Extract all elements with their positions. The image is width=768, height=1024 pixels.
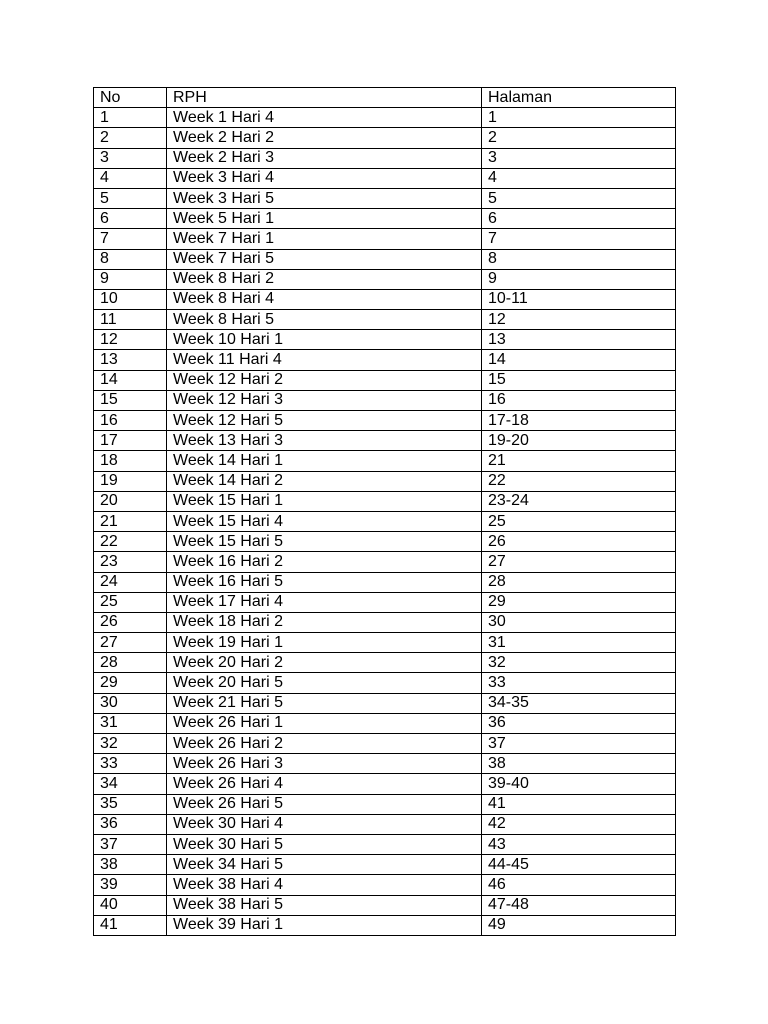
cell-rph: Week 15 Hari 4 — [167, 511, 482, 531]
cell-halaman: 19-20 — [482, 431, 676, 451]
table-row — [94, 269, 676, 289]
cell-no: 24 — [94, 572, 167, 592]
cell-rph: Week 13 Hari 3 — [167, 431, 482, 451]
table-row — [94, 915, 676, 935]
cell-rph: Week 11 Hari 4 — [167, 350, 482, 370]
cell-no: 21 — [94, 511, 167, 531]
cell-rph: Week 30 Hari 5 — [167, 834, 482, 854]
cell-no: 18 — [94, 451, 167, 471]
cell-no: 9 — [94, 269, 167, 289]
cell-halaman: 39-40 — [482, 774, 676, 794]
table-row — [94, 148, 676, 168]
header-rph: RPH — [167, 88, 482, 108]
table-row — [94, 390, 676, 410]
table-row — [94, 734, 676, 754]
cell-halaman: 10-11 — [482, 289, 676, 309]
cell-no: 41 — [94, 915, 167, 935]
rph-index-table — [93, 87, 676, 936]
cell-halaman: 32 — [482, 653, 676, 673]
cell-rph: Week 1 Hari 4 — [167, 108, 482, 128]
table-row — [94, 693, 676, 713]
cell-no: 36 — [94, 814, 167, 834]
cell-no: 22 — [94, 532, 167, 552]
cell-halaman: 7 — [482, 229, 676, 249]
cell-halaman: 5 — [482, 188, 676, 208]
table-row — [94, 188, 676, 208]
cell-halaman: 16 — [482, 390, 676, 410]
cell-rph: Week 16 Hari 2 — [167, 552, 482, 572]
cell-rph: Week 20 Hari 2 — [167, 653, 482, 673]
cell-no: 6 — [94, 209, 167, 229]
table-row — [94, 592, 676, 612]
cell-no: 26 — [94, 612, 167, 632]
cell-halaman: 33 — [482, 673, 676, 693]
cell-rph: Week 7 Hari 5 — [167, 249, 482, 269]
cell-halaman: 44-45 — [482, 855, 676, 875]
table-row — [94, 431, 676, 451]
cell-rph: Week 8 Hari 5 — [167, 310, 482, 330]
cell-rph: Week 26 Hari 3 — [167, 754, 482, 774]
cell-halaman: 1 — [482, 108, 676, 128]
cell-no: 19 — [94, 471, 167, 491]
cell-halaman: 31 — [482, 633, 676, 653]
table-row — [94, 350, 676, 370]
cell-rph: Week 2 Hari 3 — [167, 148, 482, 168]
cell-rph: Week 8 Hari 2 — [167, 269, 482, 289]
cell-halaman: 30 — [482, 612, 676, 632]
cell-halaman: 27 — [482, 552, 676, 572]
cell-halaman: 34-35 — [482, 693, 676, 713]
cell-no: 25 — [94, 592, 167, 612]
table-row — [94, 713, 676, 733]
cell-rph: Week 34 Hari 5 — [167, 855, 482, 875]
table-header-row — [94, 88, 676, 108]
cell-halaman: 41 — [482, 794, 676, 814]
cell-rph: Week 26 Hari 4 — [167, 774, 482, 794]
table-row — [94, 128, 676, 148]
table-row — [94, 794, 676, 814]
cell-rph: Week 26 Hari 5 — [167, 794, 482, 814]
cell-halaman: 22 — [482, 471, 676, 491]
table-row — [94, 552, 676, 572]
table-row — [94, 532, 676, 552]
cell-no: 39 — [94, 875, 167, 895]
cell-halaman: 37 — [482, 734, 676, 754]
table-row — [94, 471, 676, 491]
cell-halaman: 2 — [482, 128, 676, 148]
table-row — [94, 289, 676, 309]
cell-no: 28 — [94, 653, 167, 673]
cell-no: 40 — [94, 895, 167, 915]
table-row — [94, 814, 676, 834]
cell-no: 13 — [94, 350, 167, 370]
cell-no: 32 — [94, 734, 167, 754]
cell-no: 15 — [94, 390, 167, 410]
table-row — [94, 895, 676, 915]
cell-halaman: 36 — [482, 713, 676, 733]
cell-no: 29 — [94, 673, 167, 693]
table-row — [94, 834, 676, 854]
cell-no: 3 — [94, 148, 167, 168]
cell-rph: Week 3 Hari 4 — [167, 168, 482, 188]
cell-halaman: 8 — [482, 249, 676, 269]
cell-no: 16 — [94, 411, 167, 431]
cell-halaman: 38 — [482, 754, 676, 774]
cell-no: 30 — [94, 693, 167, 713]
cell-halaman: 12 — [482, 310, 676, 330]
cell-no: 20 — [94, 491, 167, 511]
cell-halaman: 49 — [482, 915, 676, 935]
table-row — [94, 511, 676, 531]
cell-halaman: 9 — [482, 269, 676, 289]
cell-no: 8 — [94, 249, 167, 269]
cell-no: 7 — [94, 229, 167, 249]
table-row — [94, 774, 676, 794]
table-row — [94, 855, 676, 875]
cell-halaman: 6 — [482, 209, 676, 229]
cell-halaman: 17-18 — [482, 411, 676, 431]
cell-no: 5 — [94, 188, 167, 208]
table-row — [94, 673, 676, 693]
table-row — [94, 370, 676, 390]
cell-rph: Week 38 Hari 4 — [167, 875, 482, 895]
cell-no: 10 — [94, 289, 167, 309]
cell-no: 12 — [94, 330, 167, 350]
table-row — [94, 209, 676, 229]
table-row — [94, 754, 676, 774]
table-row — [94, 229, 676, 249]
cell-no: 14 — [94, 370, 167, 390]
cell-rph: Week 14 Hari 1 — [167, 451, 482, 471]
cell-halaman: 47-48 — [482, 895, 676, 915]
cell-halaman: 28 — [482, 572, 676, 592]
cell-rph: Week 21 Hari 5 — [167, 693, 482, 713]
cell-rph: Week 2 Hari 2 — [167, 128, 482, 148]
cell-rph: Week 26 Hari 2 — [167, 734, 482, 754]
cell-rph: Week 3 Hari 5 — [167, 188, 482, 208]
cell-no: 34 — [94, 774, 167, 794]
cell-halaman: 14 — [482, 350, 676, 370]
cell-rph: Week 8 Hari 4 — [167, 289, 482, 309]
table-row — [94, 653, 676, 673]
cell-rph: Week 20 Hari 5 — [167, 673, 482, 693]
table-row — [94, 451, 676, 471]
cell-no: 23 — [94, 552, 167, 572]
cell-rph: Week 14 Hari 2 — [167, 471, 482, 491]
cell-rph: Week 10 Hari 1 — [167, 330, 482, 350]
table-row — [94, 310, 676, 330]
table-row — [94, 633, 676, 653]
cell-no: 11 — [94, 310, 167, 330]
cell-rph: Week 17 Hari 4 — [167, 592, 482, 612]
header-halaman: Halaman — [482, 88, 676, 108]
cell-no: 1 — [94, 108, 167, 128]
table-row — [94, 411, 676, 431]
table-row — [94, 330, 676, 350]
cell-halaman: 29 — [482, 592, 676, 612]
table-row — [94, 168, 676, 188]
cell-no: 35 — [94, 794, 167, 814]
cell-rph: Week 26 Hari 1 — [167, 713, 482, 733]
cell-halaman: 25 — [482, 511, 676, 531]
header-no: No — [94, 88, 167, 108]
cell-rph: Week 12 Hari 3 — [167, 390, 482, 410]
table-row — [94, 108, 676, 128]
cell-halaman: 26 — [482, 532, 676, 552]
table-row — [94, 612, 676, 632]
cell-rph: Week 38 Hari 5 — [167, 895, 482, 915]
cell-rph: Week 5 Hari 1 — [167, 209, 482, 229]
cell-no: 31 — [94, 713, 167, 733]
cell-rph: Week 7 Hari 1 — [167, 229, 482, 249]
cell-no: 33 — [94, 754, 167, 774]
cell-rph: Week 12 Hari 2 — [167, 370, 482, 390]
cell-rph: Week 19 Hari 1 — [167, 633, 482, 653]
table-row — [94, 491, 676, 511]
cell-rph: Week 12 Hari 5 — [167, 411, 482, 431]
cell-no: 4 — [94, 168, 167, 188]
table-row — [94, 249, 676, 269]
cell-no: 17 — [94, 431, 167, 451]
table-row — [94, 875, 676, 895]
cell-no: 2 — [94, 128, 167, 148]
cell-halaman: 23-24 — [482, 491, 676, 511]
cell-rph: Week 18 Hari 2 — [167, 612, 482, 632]
cell-halaman: 42 — [482, 814, 676, 834]
cell-rph: Week 16 Hari 5 — [167, 572, 482, 592]
table-row — [94, 572, 676, 592]
cell-halaman: 43 — [482, 834, 676, 854]
cell-halaman: 4 — [482, 168, 676, 188]
cell-rph: Week 15 Hari 5 — [167, 532, 482, 552]
cell-rph: Week 15 Hari 1 — [167, 491, 482, 511]
cell-halaman: 13 — [482, 330, 676, 350]
cell-halaman: 15 — [482, 370, 676, 390]
cell-halaman: 3 — [482, 148, 676, 168]
cell-no: 37 — [94, 834, 167, 854]
cell-no: 27 — [94, 633, 167, 653]
cell-rph: Week 39 Hari 1 — [167, 915, 482, 935]
table-body — [94, 88, 676, 936]
cell-no: 38 — [94, 855, 167, 875]
cell-halaman: 21 — [482, 451, 676, 471]
cell-halaman: 46 — [482, 875, 676, 895]
cell-rph: Week 30 Hari 4 — [167, 814, 482, 834]
